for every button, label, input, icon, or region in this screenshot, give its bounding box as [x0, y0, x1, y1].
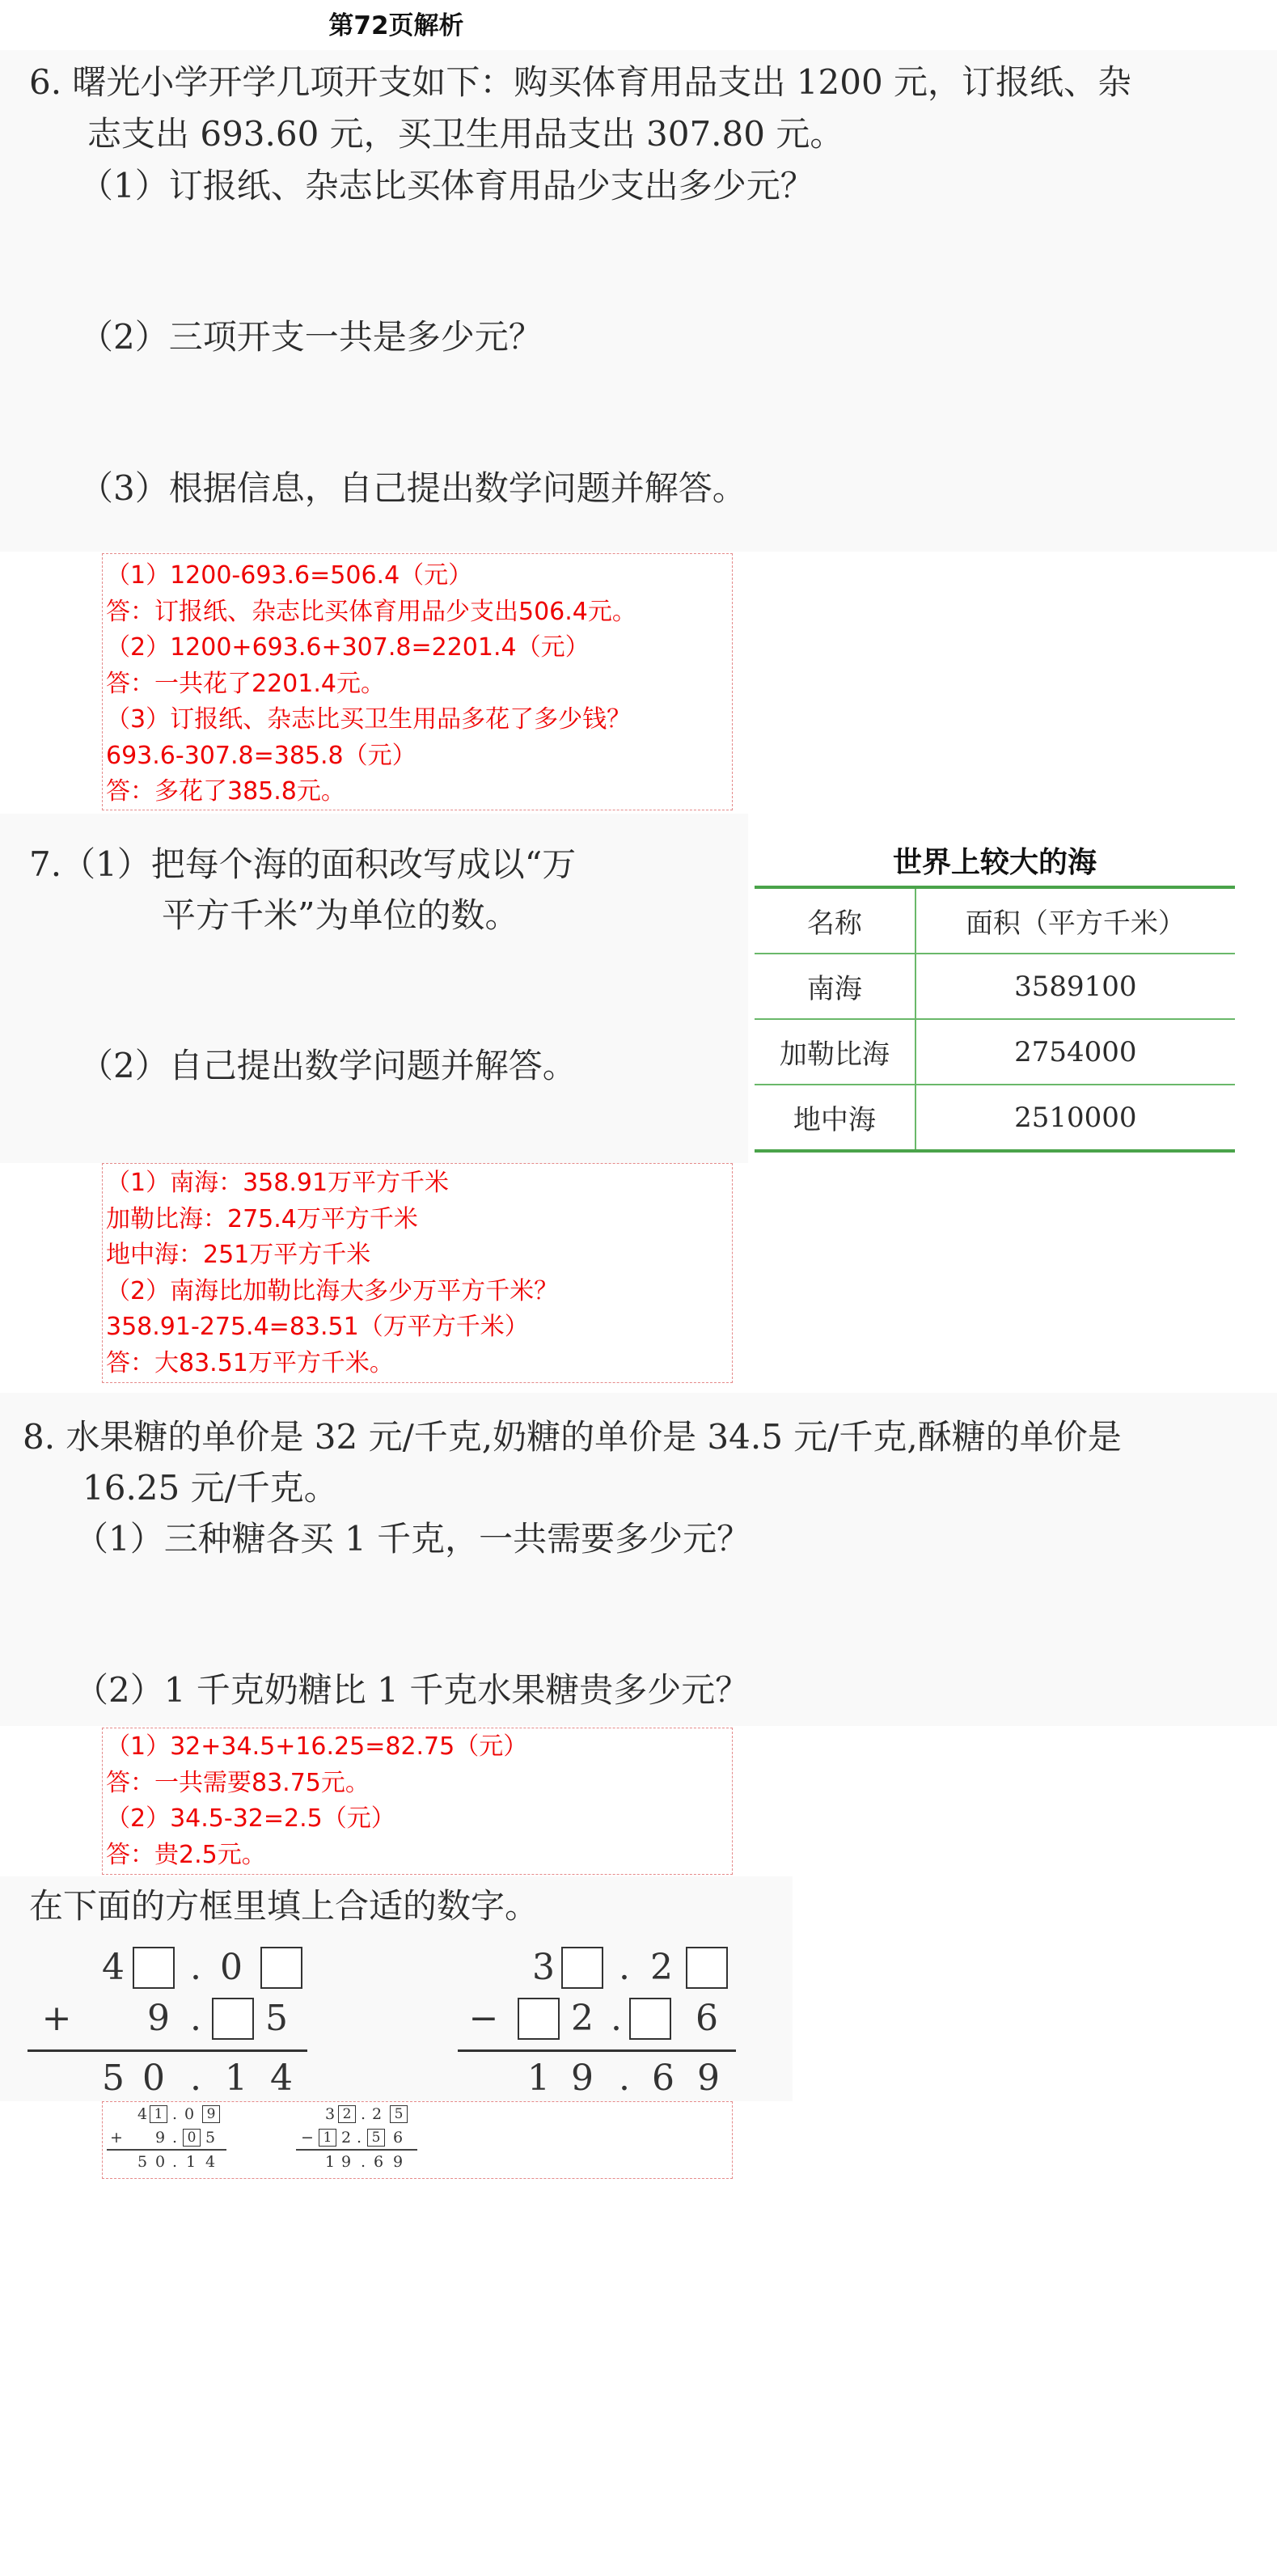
- table-row: [755, 1019, 1235, 1085]
- blank-box: [518, 1998, 560, 2040]
- digit: 9: [392, 2153, 404, 2171]
- decimal-point: .: [360, 2153, 366, 2171]
- decimal-point: .: [619, 2058, 630, 2099]
- digit: 5: [265, 1998, 288, 2039]
- q6-answer-box: [102, 553, 733, 810]
- answer-line: 答：大83.51万平方千米。: [106, 1348, 394, 1377]
- digit: 3: [324, 2105, 336, 2123]
- digit: 9: [697, 2058, 720, 2099]
- digit: 1: [324, 2153, 336, 2171]
- decimal-point: .: [356, 2129, 362, 2147]
- answer-line: 358.91-275.4=83.51（万平方千米）: [106, 1313, 529, 1341]
- decimal-point: .: [171, 2129, 178, 2147]
- answer-line: （1）南海：358.91万平方千米: [106, 1169, 450, 1197]
- digit: 1: [527, 2058, 550, 2099]
- q6-part2: （2）三项开支一共是多少元？: [79, 317, 543, 357]
- digit: 2: [340, 2129, 352, 2147]
- q6-stem-line2: 志支出 693.60 元，买卫生用品支出 307.80 元。: [87, 114, 844, 154]
- digit: 6: [696, 1998, 718, 2039]
- answer-line: 答：多花了385.8元。: [106, 777, 345, 806]
- q8-stem-line1: 8. 水果糖的单价是 32 元/千克,奶糖的单价是 34.5 元/千克,酥糖的单价是: [23, 1417, 1122, 1457]
- q7-part2: （2）自己提出数学问题并解答。: [79, 1046, 577, 1085]
- sum-line: [107, 2149, 226, 2151]
- decimal-point: .: [619, 1947, 630, 1988]
- q7-part1-line2: 平方千米”为单位的数。: [162, 895, 519, 935]
- digit: 5: [205, 2129, 216, 2147]
- digit: 0: [154, 2153, 166, 2171]
- digit: 4: [270, 2058, 293, 2099]
- sea-area: 3589100: [915, 954, 1235, 1019]
- q8-part2: （2）1 千克奶糖比 1 千克水果糖贵多少元？: [74, 1670, 750, 1710]
- digit: 6: [392, 2129, 404, 2147]
- sea-table-title: 世界上较大的海: [892, 846, 1097, 879]
- filled-box: 5: [367, 2129, 385, 2147]
- answer-line: 地中海：251万平方千米: [106, 1241, 371, 1269]
- sea-area-table: [755, 886, 1235, 1153]
- filled-box: 5: [390, 2105, 408, 2123]
- answer-line: （2）1200+693.6+307.8=2201.4（元）: [106, 633, 590, 662]
- q6-stem-line1: 6. 曙光小学开学几项开支如下：购买体育用品支出 1200 元，订报纸、杂: [29, 62, 1132, 102]
- filled-box: 0: [183, 2129, 201, 2147]
- minus-operator: −: [468, 1998, 499, 2039]
- sea-area: 2754000: [915, 1019, 1235, 1085]
- digit: 4: [137, 2105, 148, 2123]
- digit: 0: [220, 1947, 243, 1988]
- q6-part1: （1）订报纸、杂志比买体育用品少支出多少元？: [79, 166, 814, 205]
- blank-box: [561, 1947, 603, 1989]
- sea-area: 2510000: [915, 1085, 1235, 1151]
- q8-part1: （1）三种糖各买 1 千克，一共需要多少元？: [74, 1519, 751, 1559]
- answer-line: （1）1200-693.6=506.4（元）: [106, 561, 473, 590]
- q7-answer-box: [102, 1163, 733, 1383]
- header-name: 名称: [755, 887, 915, 954]
- q8-stem-line2: 16.25 元/千克。: [82, 1468, 338, 1508]
- decimal-point: .: [190, 2058, 201, 2099]
- answer-line: （1）32+34.5+16.25=82.75（元）: [106, 1732, 528, 1761]
- decimal-point: .: [360, 2105, 366, 2123]
- filled-box: 9: [202, 2105, 220, 2123]
- plus-operator: +: [41, 1998, 72, 2039]
- digit: 6: [652, 2058, 674, 2099]
- minus-operator: −: [301, 2129, 314, 2147]
- table-row: [755, 1085, 1235, 1151]
- blank-box: [212, 1998, 254, 2040]
- digit: 3: [532, 1947, 555, 1988]
- digit: 0: [142, 2058, 165, 2099]
- digit: 5: [137, 2153, 148, 2171]
- q8-answer-box: [102, 1728, 733, 1875]
- difference-line: [296, 2149, 417, 2151]
- q9-instruction: 在下面的方框里填上合适的数字。: [29, 1886, 539, 1926]
- digit: 6: [373, 2153, 384, 2171]
- decimal-point: .: [171, 2105, 178, 2123]
- blank-box: [629, 1998, 671, 2040]
- digit: 2: [650, 1947, 673, 1988]
- digit: 2: [571, 1998, 594, 2039]
- digit: 9: [147, 1998, 170, 2039]
- digit: 2: [371, 2105, 383, 2123]
- sea-name: 加勒比海: [755, 1019, 915, 1085]
- sea-name: 南海: [755, 954, 915, 1019]
- table-header-row: [755, 887, 1235, 954]
- decimal-point: .: [611, 1998, 622, 2039]
- sea-name: 地中海: [755, 1085, 915, 1151]
- filled-box: 2: [338, 2105, 356, 2123]
- header-area: 面积（平方千米）: [915, 887, 1235, 954]
- answer-line: （2）34.5-32=2.5（元）: [106, 1804, 395, 1833]
- answer-line: 答：贵2.5元。: [106, 1840, 266, 1869]
- table-row: [755, 954, 1235, 1019]
- digit: 9: [340, 2153, 352, 2171]
- answer-line: 693.6-307.8=385.8（元）: [106, 741, 417, 770]
- blank-box: [133, 1947, 175, 1989]
- q7-part1-line1: 7.（1）把每个海的面积改写成以“万: [29, 844, 577, 884]
- answer-line: 答：一共需要83.75元。: [106, 1768, 370, 1797]
- difference-line: [458, 2049, 736, 2052]
- filled-box: 1: [150, 2105, 167, 2123]
- plus-operator: +: [110, 2129, 123, 2147]
- answer-line: （3）订报纸、杂志比买卫生用品多花了多少钱？: [106, 705, 632, 734]
- digit: 0: [184, 2105, 195, 2123]
- answer-line: （2）南海比加勒比海大多少万平方千米？: [106, 1276, 559, 1305]
- digit: 5: [102, 2058, 125, 2099]
- page-title: 第72页解析: [328, 11, 464, 40]
- answer-line: 答：订报纸、杂志比买体育用品少支出506.4元。: [106, 597, 636, 626]
- blank-box: [686, 1947, 728, 1989]
- q6-part3: （3）根据信息，自己提出数学问题并解答。: [79, 468, 746, 508]
- decimal-point: .: [190, 1947, 201, 1988]
- digit: 4: [102, 1947, 125, 1988]
- digit: 4: [205, 2153, 216, 2171]
- sum-line: [27, 2049, 307, 2052]
- digit: 1: [225, 2058, 247, 2099]
- decimal-point: .: [171, 2153, 178, 2171]
- decimal-point: .: [190, 1998, 201, 2039]
- answer-line: 加勒比海：275.4万平方千米: [106, 1204, 418, 1233]
- digit: 9: [154, 2129, 166, 2147]
- filled-box: 1: [319, 2129, 336, 2147]
- blank-box: [260, 1947, 302, 1989]
- digit: 1: [185, 2153, 197, 2171]
- answer-line: 答：一共花了2201.4元。: [106, 669, 385, 698]
- digit: 9: [571, 2058, 594, 2099]
